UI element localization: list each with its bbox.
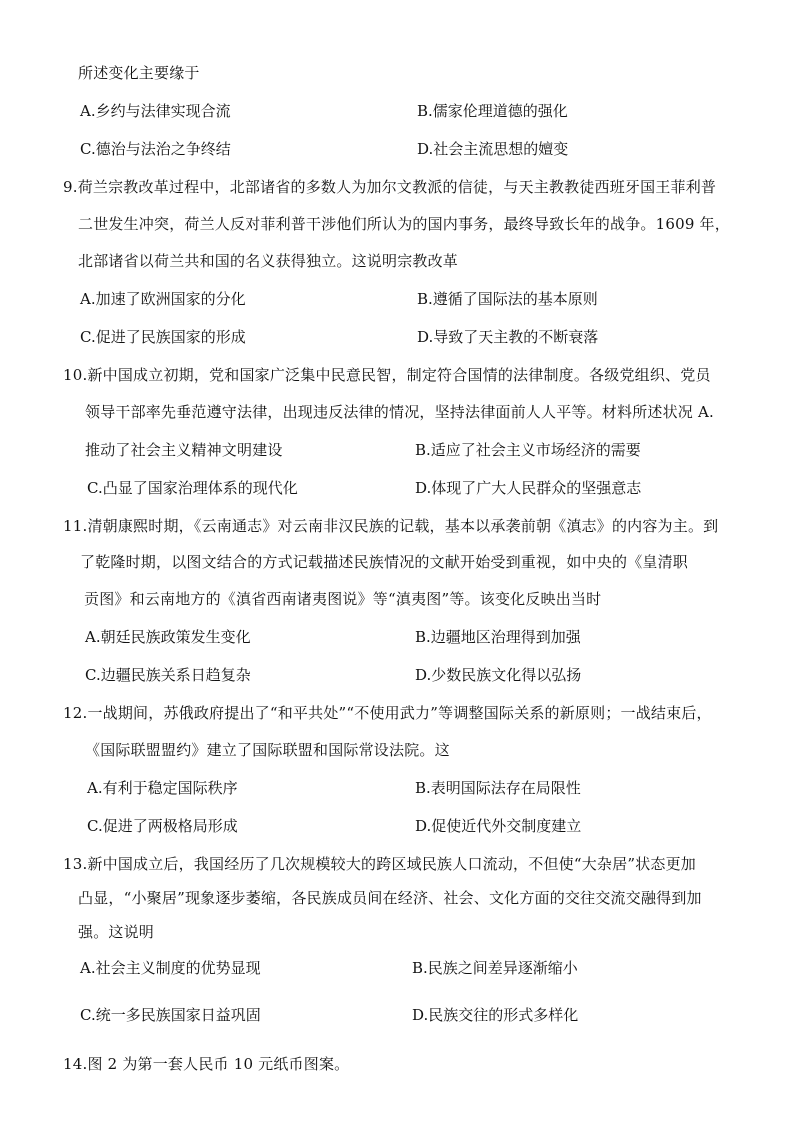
q9-option-c: C.促进了民族国家的形成	[80, 328, 246, 346]
q11-stem-line-3: 贡图》和云南地方的《滇省西南诸夷图说》等“滇夷图”等。该变化反映出当时	[84, 590, 602, 608]
q8-stem-tail: 所述变化主要缘于	[78, 64, 200, 82]
q8-option-c: C.德治与法治之争终结	[80, 140, 231, 158]
q8-option-b: B.儒家伦理道德的强化	[417, 102, 568, 120]
q9-option-a: A.加速了欧洲国家的分化	[80, 290, 246, 308]
q9-option-b: B.遵循了国际法的基本原则	[417, 290, 598, 308]
q11-option-d: D.少数民族文化得以弘扬	[415, 666, 582, 684]
q11-stem-line-2: 了乾隆时期，以图文结合的方式记载描述民族情况的文献开始受到重视，如中央的《皇清职	[80, 553, 689, 571]
q12-option-d: D.促使近代外交制度建立	[415, 817, 582, 835]
q9-stem-line-1: 9.荷兰宗教改革过程中，北部诸省的多数人为加尔文教派的信徒，与天主教教徒西班牙国王菲利普	[63, 178, 717, 196]
q11-option-a: A.朝廷民族政策发生变化	[85, 628, 251, 646]
q13-option-c: C.统一多民族国家日益巩固	[80, 1006, 261, 1024]
q10-option-c: C.凸显了国家治理体系的现代化	[87, 479, 298, 497]
q13-option-b: B.民族之间差异逐渐缩小	[412, 959, 578, 977]
q11-option-b: B.边疆地区治理得到加强	[415, 628, 581, 646]
q9-stem-line-3: 北部诸省以荷兰共和国的名义获得独立。这说明宗教改革	[78, 252, 459, 270]
q12-stem-line-2: 《国际联盟盟约》建立了国际联盟和国际常设法院。这	[85, 741, 450, 759]
q12-option-c: C.促进了两极格局形成	[87, 817, 238, 835]
q11-stem-line-1: 11.清朝康熙时期，《云南通志》对云南非汉民族的记载，基本以承袭前朝《滇志》的内容为主。到	[63, 517, 719, 535]
q10-stem-line-2: 领导干部率先垂范遵守法律，出现违反法律的情况，坚持法律面前人人平等。材料所述状况 A.	[85, 403, 714, 421]
q10-option-d: D.体现了广大人民群众的坚强意志	[415, 479, 642, 497]
q8-option-d: D.社会主流思想的嬗变	[417, 140, 569, 158]
q10-stem-line-1: 10.新中国成立初期，党和国家广泛集中民意民智，制定符合国情的法律制度。各级党组织、党员	[63, 366, 711, 384]
q10-option-b: B.适应了社会主义市场经济的需要	[415, 441, 641, 459]
q11-option-c: C.边疆民族关系日趋复杂	[85, 666, 251, 684]
q13-option-d: D.民族交往的形式多样化	[412, 1006, 579, 1024]
q13-stem-line-2: 凸显，“小聚居”现象逐步萎缩，各民族成员间在经济、社会、文化方面的交往交流交融得到加	[78, 889, 702, 907]
q10-stem-line-3: 推动了社会主义精神文明建设	[85, 441, 283, 459]
q12-option-b: B.表明国际法存在局限性	[415, 779, 581, 797]
q13-stem-line-1: 13.新中国成立后，我国经历了几次规模较大的跨区域民族人口流动，不但使“大杂居”状态更加	[63, 855, 696, 873]
q13-option-a: A.社会主义制度的优势显现	[80, 959, 261, 977]
q12-stem-line-1: 12.一战期间，苏俄政府提出了“和平共处”“不使用武力”等调整国际关系的新原则；一战结束后，	[63, 704, 712, 722]
q14-stem: 14.图 2 为第一套人民币 10 元纸币图案。	[63, 1055, 350, 1073]
q12-option-a: A.有利于稳定国际秩序	[87, 779, 238, 797]
q9-stem-line-2: 二世发生冲突，荷兰人反对菲利普干涉他们所认为的国内事务，最终导致长年的战争。1609 年，	[78, 215, 730, 233]
q9-option-d: D.导致了天主教的不断衰落	[417, 328, 599, 346]
q13-stem-line-3: 强。这说明	[78, 923, 155, 941]
q8-option-a: A.乡约与法律实现合流	[80, 102, 231, 120]
